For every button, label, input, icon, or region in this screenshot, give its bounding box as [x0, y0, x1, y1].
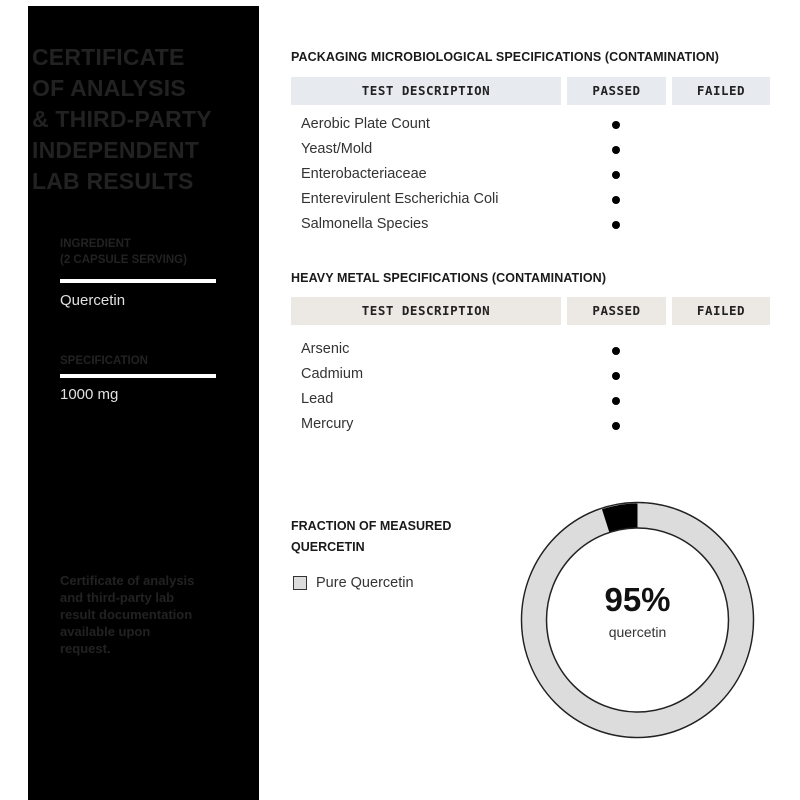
metal-section-title: HEAVY METAL SPECIFICATIONS (CONTAMINATION) [291, 271, 607, 285]
ingredient-divider [60, 279, 216, 283]
legend-label: Pure Quercetin [316, 575, 414, 591]
metal-header-failed: FAILED [672, 297, 770, 325]
specification-divider [60, 374, 216, 378]
metal-row-label: Mercury [301, 416, 354, 432]
passed-dot [612, 121, 620, 129]
title-line: OF ANALYSIS [32, 75, 186, 101]
micro-header-passed: PASSED [567, 77, 666, 105]
passed-dot [612, 146, 620, 154]
passed-dot [612, 347, 620, 355]
micro-row-label: Aerobic Plate Count [301, 116, 430, 132]
certificate-title [32, 42, 232, 197]
fraction-title [291, 516, 491, 558]
metal-row-label: Arsenic [301, 341, 350, 357]
passed-dot [612, 171, 620, 179]
legend [293, 575, 414, 591]
passed-dot [612, 221, 620, 229]
micro-row-label: Enterevirulent Escherichia Coli [301, 191, 499, 207]
micro-header-test-description: TEST DESCRIPTION [291, 77, 561, 105]
micro-section-title: PACKAGING MICROBIOLOGICAL SPECIFICATIONS (CONTAMINATION) [291, 50, 720, 64]
passed-dot [612, 372, 620, 380]
passed-dot [612, 196, 620, 204]
legend-swatch [293, 576, 307, 590]
passed-dot [612, 422, 620, 430]
donut-inner-outline [547, 528, 729, 712]
fraction-title-line: QUERCETIN [291, 540, 365, 554]
title-line: INDEPENDENT [32, 137, 200, 163]
ingredient-value: Quercetin [60, 292, 126, 309]
donut-percent-label: 95% [604, 581, 671, 618]
note-line: request. [60, 641, 111, 656]
title-line: & THIRD-PARTY [32, 106, 212, 132]
metal-row-label: Lead [301, 391, 334, 407]
donut-sub-label: quercetin [608, 624, 667, 640]
fraction-title-line: FRACTION OF MEASURED [291, 519, 452, 533]
micro-header-failed: FAILED [672, 77, 770, 105]
ingredient-label-line: (2 CAPSULE SERVING) [60, 254, 187, 266]
note-line: Certificate of analysis [60, 573, 195, 588]
specification-label: SPECIFICATION [60, 355, 148, 367]
ingredient-label [60, 236, 230, 268]
title-line: CERTIFICATE [32, 44, 185, 70]
availability-note [60, 572, 240, 657]
specification-value: 1000 mg [60, 386, 119, 403]
micro-row-label: Yeast/Mold [301, 141, 373, 157]
metal-header-test-description: TEST DESCRIPTION [291, 297, 561, 325]
quercetin-donut-chart [520, 501, 755, 739]
micro-row-label: Salmonella Species [301, 216, 429, 232]
metal-header-passed: PASSED [567, 297, 666, 325]
micro-row-label: Enterobacteriaceae [301, 166, 427, 182]
note-line: and third-party lab [60, 590, 175, 605]
note-line: result documentation [60, 607, 193, 622]
title-line: LAB RESULTS [32, 168, 194, 194]
metal-row-label: Cadmium [301, 366, 364, 382]
ingredient-label-line: INGREDIENT [60, 238, 131, 250]
passed-dot [612, 397, 620, 405]
note-line: available upon [60, 624, 151, 639]
